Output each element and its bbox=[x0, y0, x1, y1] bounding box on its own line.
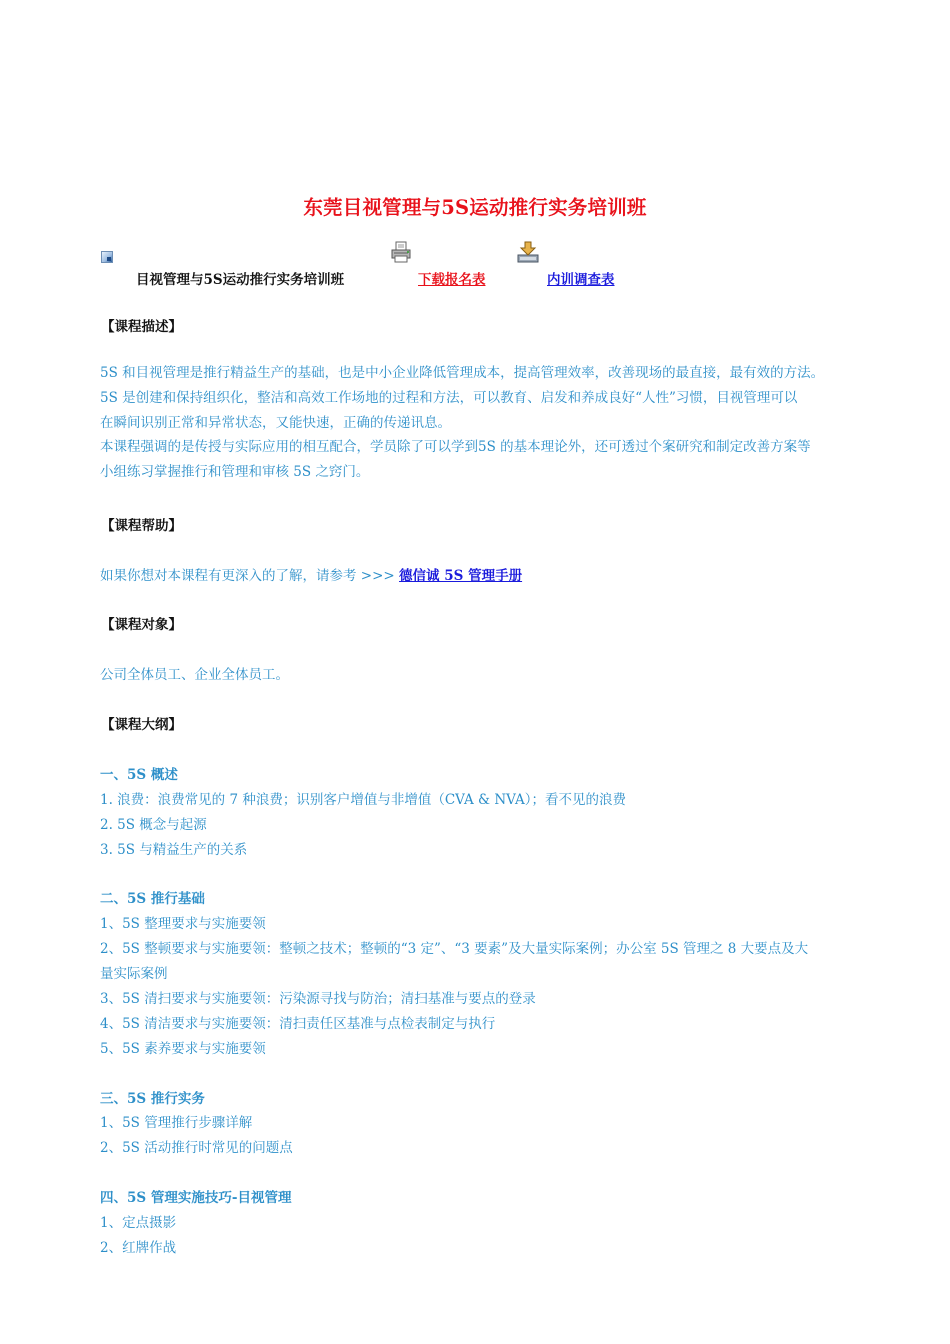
course-name: 目视管理与5S运动推行实务培训班 bbox=[136, 272, 345, 288]
outline-item: 1、5S 管理推行步骤详解 bbox=[100, 1115, 253, 1131]
description-text bbox=[100, 361, 870, 485]
download-registration-link[interactable]: 下载报名表 bbox=[418, 272, 486, 288]
help-prompt: 如果你想对本课程有更深入的了解，请参考 >>> bbox=[100, 568, 400, 584]
outline-item: 2、5S 活动推行时常见的问题点 bbox=[100, 1140, 293, 1156]
outline-item: 2、红牌作战 bbox=[100, 1240, 177, 1256]
outline-item: 4、5S 清洁要求与实施要领：清扫责任区基准与点检表制定与执行 bbox=[100, 1016, 496, 1032]
help-heading: 【课程帮助】 bbox=[101, 518, 182, 534]
printer-icon[interactable] bbox=[390, 241, 412, 263]
description-line: 小组练习掌握推行和管理和审核 5S 之窍门。 bbox=[100, 464, 370, 481]
outline-item: 2、5S 整顿要求与实施要领：整顿之技术；整顿的“3 定”、“3 要素”及大量实际案例；办公室 5S 管理之 8 大要点及大 bbox=[100, 941, 809, 957]
outline-item: 量实际案例 bbox=[100, 966, 168, 982]
help-text bbox=[100, 564, 522, 584]
description-line: 5S 和目视管理是推行精益生产的基础，也是中小企业降低管理成本，提高管理效率，改善现场的最直接，最有效的方法。 bbox=[100, 365, 825, 381]
outline-item: 3. 5S 与精益生产的关系 bbox=[100, 842, 248, 858]
outline-part-title: 三、5S 推行实务 bbox=[100, 1091, 205, 1107]
outline-item: 2. 5S 概念与起源 bbox=[100, 817, 207, 833]
outline-item: 3、5S 清扫要求与实施要领：污染源寻找与防治；清扫基准与要点的登录 bbox=[100, 991, 536, 1007]
outline-item: 1、5S 整理要求与实施要领 bbox=[100, 916, 266, 932]
description-heading: 【课程描述】 bbox=[101, 319, 182, 335]
audience-heading: 【课程对象】 bbox=[101, 617, 182, 633]
window-icon bbox=[101, 251, 113, 263]
outline-part-title: 一、5S 概述 bbox=[100, 767, 178, 783]
description-line: 本课程强调的是传授与实际应用的相互配合，学员除了可以学到5S 的基本理论外，还可透过个案研究和制定改善方案等 bbox=[100, 439, 811, 456]
outline-part-title: 二、5S 推行基础 bbox=[100, 891, 205, 907]
description-line: 在瞬间识别正常和异常状态，又能快速，正确的传递讯息。 bbox=[100, 414, 451, 431]
outline-part-title: 四、5S 管理实施技巧-目视管理 bbox=[100, 1190, 292, 1206]
download-icon[interactable] bbox=[516, 240, 540, 264]
audience-text: 公司全体员工、企业全体员工。 bbox=[100, 667, 289, 683]
page-title: 东莞目视管理与5S运动推行实务培训班 bbox=[303, 196, 647, 219]
survey-form-link[interactable]: 内训调查表 bbox=[547, 272, 615, 288]
outline-item: 1、定点摄影 bbox=[100, 1215, 177, 1231]
outline-heading: 【课程大纲】 bbox=[101, 717, 182, 733]
description-line: 5S 是创建和保持组织化，整洁和高效工作场地的过程和方法，可以教育、启发和养成良好“人性”习惯，目视管理可以 bbox=[100, 389, 798, 406]
manual-link[interactable]: 德信诚 5S 管理手册 bbox=[399, 568, 523, 584]
outline-item: 5、5S 素养要求与实施要领 bbox=[100, 1041, 266, 1057]
outline-item: 1. 浪费：浪费常见的 7 种浪费；识别客户增值与非增值（CVA & NVA）；看不见的浪费 bbox=[100, 792, 626, 808]
